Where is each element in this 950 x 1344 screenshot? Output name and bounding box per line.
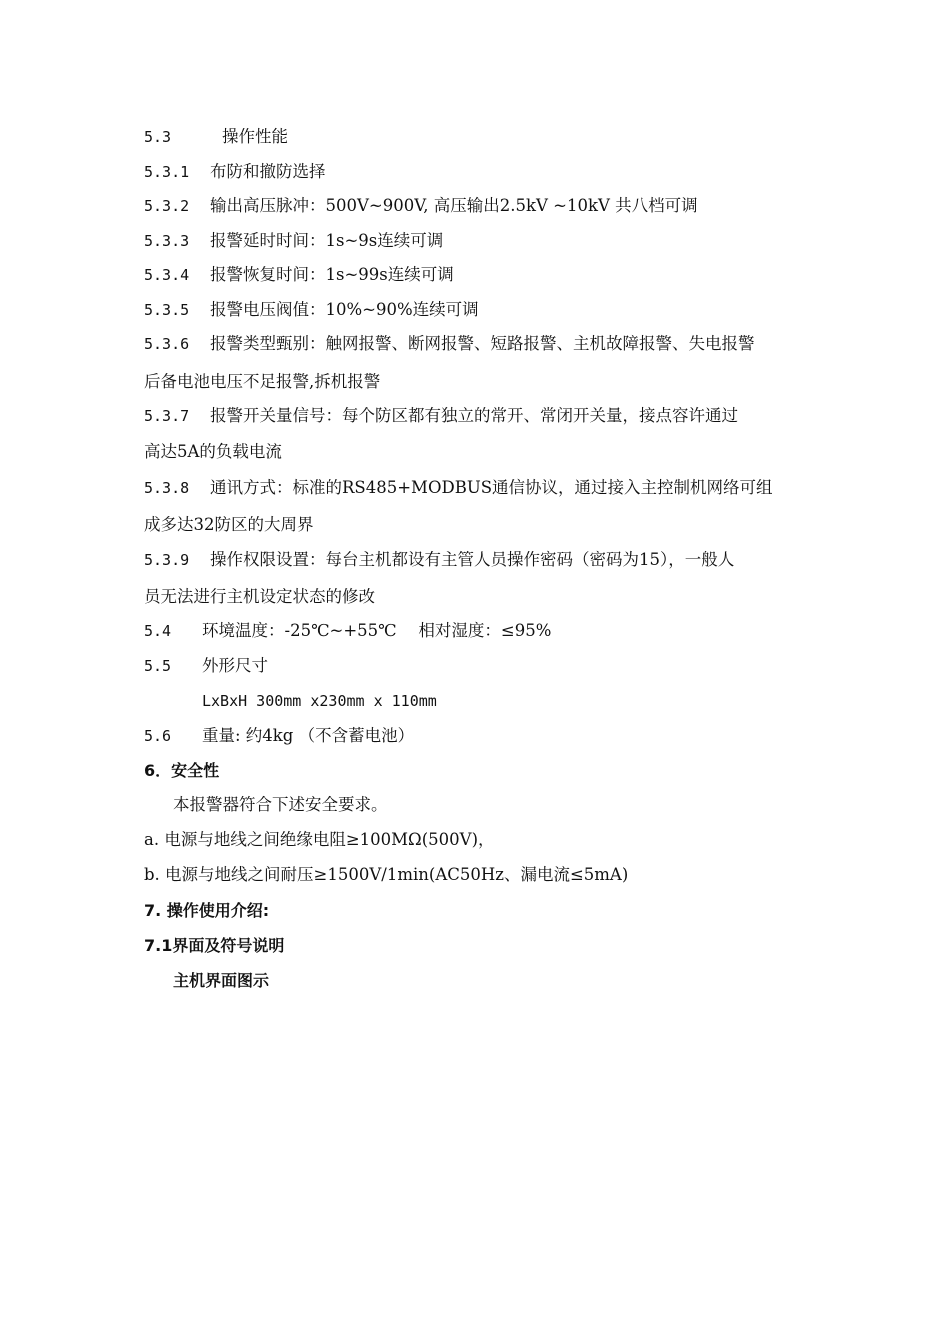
section-number: 5.3.7: [144, 407, 190, 425]
section-text: 环境温度：-25℃~+55℃ 相对湿度：≤95%: [202, 621, 552, 640]
section-text: 操作性能: [222, 127, 288, 146]
section-number: 5.3.1: [144, 163, 190, 181]
section-number: 5.3.6: [144, 335, 190, 353]
section-5-3-7: [144, 405, 738, 427]
requirement-b: b. 电源与地线之间耐压≥1500V/1min(AC50Hz、漏电流≤5mA): [144, 865, 629, 884]
section-text: 报警延时时间：1s~9s连续可调: [210, 231, 444, 250]
section-number: 5.3.5: [144, 301, 190, 319]
section-5-4: [144, 620, 551, 642]
section-number: 5.5: [144, 657, 172, 675]
section-text: 操作权限设置：每台主机都设有主管人员操作密码（密码为15），一般人: [210, 550, 735, 569]
section-5-6: [144, 725, 414, 747]
section-5-3-8-continued: 成多达32防区的大周界: [144, 515, 314, 534]
section-7-title: 7. 操作使用介绍:: [144, 901, 270, 920]
section-6-title: 6．安全性: [144, 761, 220, 780]
section-5-3-4: [144, 264, 454, 286]
section-number: 5.3.8: [144, 479, 190, 497]
section-text: 报警电压阀值：10%~90%连续可调: [210, 300, 479, 319]
dimensions-line: LxBxH 300mm x230mm x 110mm: [202, 692, 437, 710]
section-number: 5.4: [144, 622, 172, 640]
section-5-3-8: [144, 477, 773, 499]
section-number: 5.3: [144, 128, 172, 146]
section-number: 5.3.9: [144, 551, 190, 569]
figure-caption: 主机界面图示: [173, 971, 270, 990]
section-text: 输出高压脉冲：500V~900V, 高压输出2.5kV ~10kV 共八档可调: [210, 196, 698, 215]
section-5-3: [144, 126, 288, 148]
section-number: 5.3.4: [144, 266, 190, 284]
section-5-3-2: [144, 195, 698, 217]
section-number: 5.3.2: [144, 197, 190, 215]
section-5-3-3: [144, 230, 443, 252]
section-number: 5.3.3: [144, 232, 190, 250]
section-5-3-1: [144, 161, 326, 183]
section-5-3-7-continued: 高达5A的负载电流: [144, 442, 282, 461]
section-text: 报警开关量信号：每个防区都有独立的常开、常闭开关量，接点容许通过: [210, 406, 738, 425]
section-5-3-5: [144, 299, 479, 321]
section-5-3-6-continued: 后备电池电压不足报警,拆机报警: [144, 372, 381, 391]
section-5-3-9: [144, 549, 734, 571]
section-7-1-title: 7.1界面及符号说明: [144, 936, 285, 955]
section-text: 外形尺寸: [202, 656, 268, 675]
section-5-5: [144, 655, 268, 677]
section-5-3-9-continued: 员无法进行主机设定状态的修改: [144, 587, 375, 606]
section-text: 通讯方式：标准的RS485+MODBUS通信协议，通过接入主控制机网络可组: [210, 478, 773, 497]
section-number: 5.6: [144, 727, 172, 745]
section-text: 报警类型甄别：触网报警、断网报警、短路报警、主机故障报警、失电报警: [210, 334, 755, 353]
section-text: 布防和撤防选择: [210, 162, 326, 181]
section-text: 重量: 约4kg （不含蓄电池）: [202, 726, 415, 745]
section-5-3-6: [144, 333, 755, 355]
section-6-intro: 本报警器符合下述安全要求。: [173, 795, 388, 814]
requirement-a: a. 电源与地线之间绝缘电阻≥100MΩ(500V)，: [144, 830, 495, 849]
section-text: 报警恢复时间：1s~99s连续可调: [210, 265, 454, 284]
